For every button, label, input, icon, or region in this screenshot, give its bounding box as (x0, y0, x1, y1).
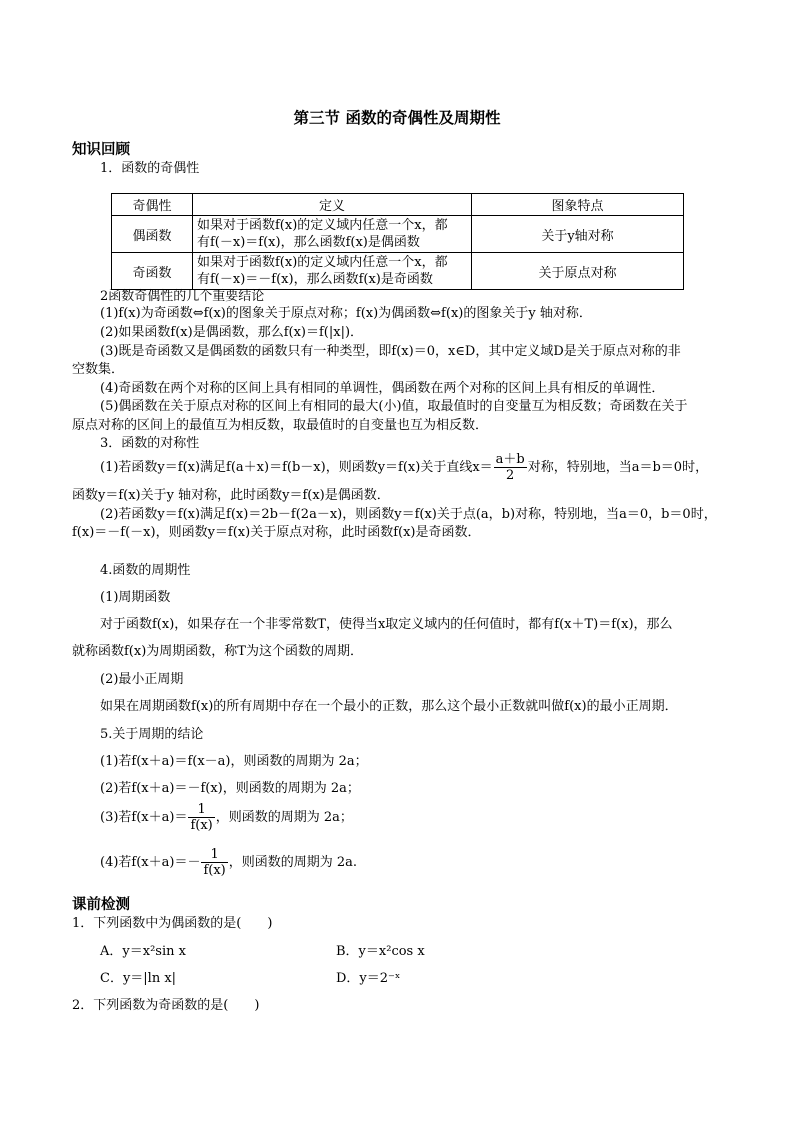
item-periodicity-heading: 4.函数的周期性 (100, 563, 191, 578)
period-conclusion-4 (100, 847, 357, 878)
fraction-denominator: 2 (506, 468, 515, 483)
period-conclusion-text: ，则函数的周期为 2a. (228, 855, 358, 870)
definition-line: 有f(－x)＝－f(x)，那么函数f(x)是奇函数 (197, 272, 433, 287)
conclusion-1: (1)f(x)为奇函数⇔f(x)的图象关于原点对称；f(x)为偶函数⇔f(x)的图象关于y 轴对称． (100, 306, 592, 321)
conclusion-3-line1: (3)既是奇函数又是偶函数的函数只有一种类型，即f(x)＝0，x∈D，其中定义域D是关于原点对称的非 (100, 344, 681, 359)
fraction-denominator: f(x) (203, 863, 226, 878)
table-cell-definition (193, 253, 472, 290)
min-period-heading: (2)最小正周期 (100, 672, 184, 687)
symmetry-1-line2: 函数y＝f(x)关于y 轴对称，此时函数y＝f(x)是偶函数． (72, 488, 390, 503)
item-period-conclusions: 5.关于周期的结论 (100, 727, 204, 742)
period-conclusion-text: ，则函数的周期为 2a； (215, 810, 353, 825)
fraction-numerator: 1 (188, 802, 214, 818)
definition-line: 有f(－x)＝f(x)，那么函数f(x)是偶函数 (197, 235, 420, 250)
item-symmetry-heading: 3．函数的对称性 (100, 436, 200, 451)
table-cell-feature: 关于原点对称 (472, 253, 684, 290)
section-pre-class-test: 课前检测 (72, 896, 130, 913)
item-parity-conclusions: 2函数奇偶性的几个重要结论 (100, 289, 265, 304)
exercise-1-question: 1．下列函数中为偶函数的是( ) (72, 916, 273, 931)
conclusion-3-line2: 空数集． (72, 362, 125, 377)
table-cell-name: 奇函数 (112, 253, 193, 290)
fraction-denominator: f(x) (190, 818, 213, 833)
table-header: 图象特点 (472, 194, 684, 216)
conclusion-2: (2)如果函数f(x)是偶函数，那么f(x)＝f(|x|)． (100, 325, 364, 340)
conclusion-5-line1: (5)偶函数在关于原点对称的区间上有相同的最大(小)值，取最值时的自变量互为相反数；奇函数在关于 (100, 399, 688, 414)
symmetry-2-line1: (2)若函数y＝f(x)满足f(x)＝2b－f(2a－x)，则函数y＝f(x)关于点(a，b)对称，特别地，当a＝0，b＝0时， (100, 507, 717, 522)
table-row (112, 253, 684, 290)
periodic-def-line2: 就称函数f(x)为周期函数，称T为这个函数的周期． (72, 644, 363, 659)
symmetry-1-text: 对称，特别地，当a＝b＝0时， (527, 460, 709, 475)
conclusion-4: (4)奇函数在两个对称的区间上具有相同的单调性，偶函数在两个对称的区间上具有相反的单调性． (100, 381, 665, 396)
fraction (494, 452, 527, 483)
section-knowledge-review: 知识回顾 (72, 141, 130, 158)
exercise-1-option-a: A．y＝x²sin x (100, 944, 186, 959)
definition-line: 如果对于函数f(x)的定义域内任意一个x，都 (197, 255, 448, 270)
conclusion-5-line2: 原点对称的区间上的最值互为相反数，取最值时的自变量也互为相反数． (72, 418, 489, 433)
table-cell-name: 偶函数 (112, 216, 193, 253)
exercise-2-question: 2．下列函数为奇函数的是( ) (72, 998, 260, 1013)
exercise-1-option-b: B．y＝x²cos x (336, 944, 425, 959)
min-period-def: 如果在周期函数f(x)的所有周期中存在一个最小的正数，那么这个最小正数就叫做f(x)的最小正周期． (100, 699, 678, 714)
item-parity-heading: 1．函数的奇偶性 (100, 161, 200, 176)
period-conclusion-3 (100, 802, 353, 833)
period-conclusion-text: (3)若f(x＋a)＝ (100, 810, 188, 825)
period-conclusion-text: (4)若f(x＋a)＝－ (100, 855, 201, 870)
period-conclusion-1: (1)若f(x＋a)＝f(x－a)，则函数的周期为 2a； (100, 754, 368, 769)
symmetry-2-line2: f(x)＝－f(－x)，则函数y＝f(x)关于原点对称，此时函数f(x)是奇函数． (72, 525, 481, 540)
fraction (188, 802, 214, 833)
symmetry-1-text: (1)若函数y＝f(x)满足f(a＋x)＝f(b－x)，则函数y＝f(x)关于直线x＝ (100, 460, 493, 475)
symmetry-1-line1 (100, 452, 708, 483)
table-cell-definition (193, 216, 472, 253)
table-header: 奇偶性 (112, 194, 193, 216)
period-conclusion-2: (2)若f(x＋a)＝－f(x)，则函数的周期为 2a； (100, 781, 360, 796)
fraction-numerator: a＋b (495, 452, 525, 467)
definition-line: 如果对于函数f(x)的定义域内任意一个x，都 (197, 218, 448, 233)
parity-table (111, 193, 684, 290)
exercise-1-option-d: D．y＝2⁻ˣ (336, 971, 401, 986)
table-header-row (112, 194, 684, 216)
table-row (112, 216, 684, 253)
table-header: 定义 (193, 194, 472, 216)
page-title: 第三节 函数的奇偶性及周期性 (293, 108, 501, 127)
periodic-function-heading: (1)周期函数 (100, 590, 171, 605)
exercise-1-option-c: C．y＝|ln x| (100, 971, 177, 986)
fraction (201, 847, 227, 878)
fraction-numerator: 1 (201, 847, 227, 863)
periodic-def-line1: 对于函数f(x)，如果存在一个非零常数T，使得当x取定义域内的任何值时，都有f(x＋T)＝f(x)，那么 (100, 617, 673, 632)
table-cell-feature: 关于y轴对称 (472, 216, 684, 253)
